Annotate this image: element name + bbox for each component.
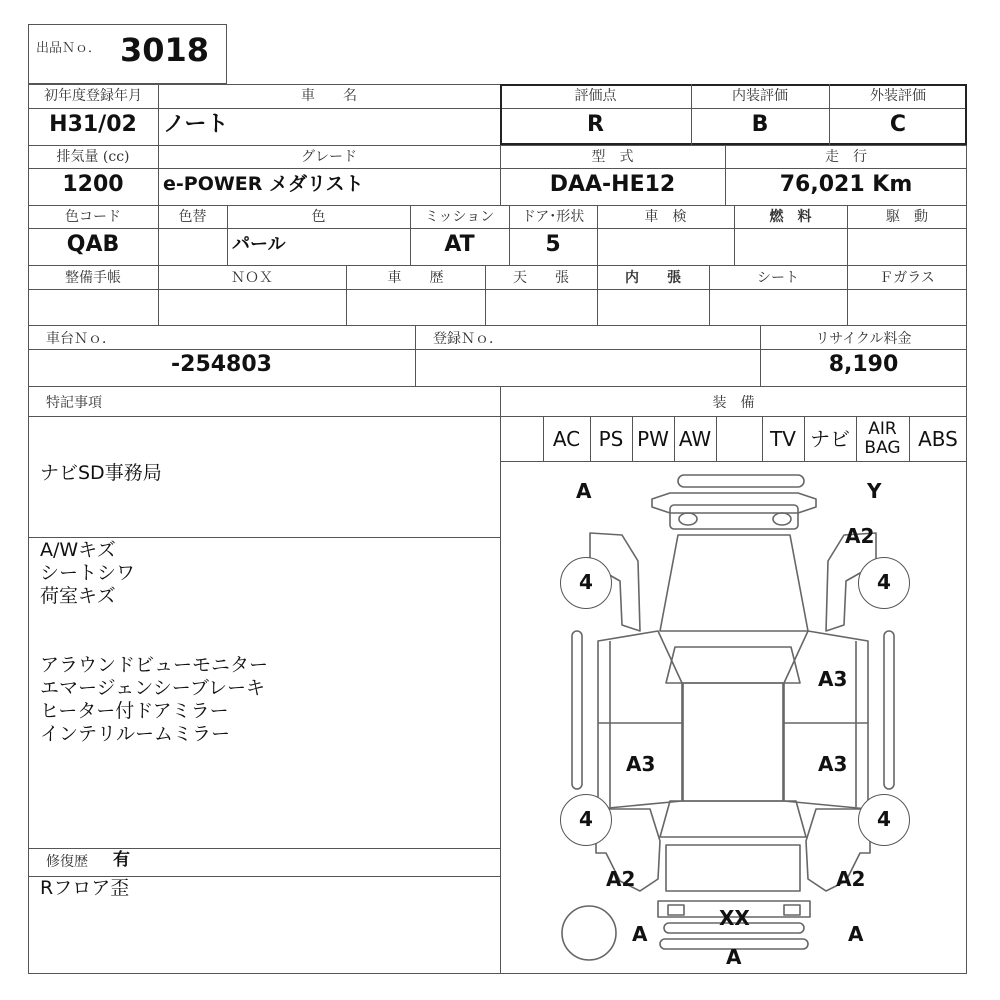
fuel-label: 燃 料: [769, 209, 812, 225]
equip-airbag-line2: BAG: [864, 438, 901, 458]
repair-note: Rフロア歪: [40, 877, 130, 899]
equip-tv: TV: [770, 427, 796, 451]
score-value: R: [587, 112, 604, 137]
mark-front-right: Y: [867, 479, 882, 503]
grade-label: グレード: [301, 149, 357, 165]
mark-right-door-rear: A3: [818, 752, 848, 776]
first-registration-value: H31/02: [49, 112, 137, 137]
color-label: 色: [311, 209, 326, 225]
mark-rear-left: A2: [606, 867, 636, 891]
special-note-top: ナビSD事務局: [40, 462, 162, 484]
equipment-label: 装 備: [712, 395, 755, 411]
equip-abs: ABS: [918, 427, 958, 451]
note-line: 荷室キズ: [40, 585, 116, 607]
mission-label: ミッション: [424, 209, 495, 225]
glass-label: Ｆガラス: [879, 270, 935, 286]
repaint-label: 色替: [178, 209, 207, 225]
equip-airbag-line1: AIR: [868, 419, 897, 439]
model-value: DAA-HE12: [549, 172, 676, 197]
year-label: 初年度登録年月: [44, 88, 142, 104]
note-line: ヒーター付ドアミラー: [40, 700, 229, 722]
mark-right-door-front: A3: [818, 667, 848, 691]
tire-front-left: 4: [560, 557, 612, 609]
equip-aw: AW: [678, 427, 712, 451]
note-line: エマージェンシーブレーキ: [40, 677, 266, 699]
exterior-label: 外装評価: [870, 88, 926, 104]
mark-front-left: A: [576, 479, 592, 503]
mark-rear-bumper-left: A: [632, 922, 648, 946]
door-value: 5: [545, 232, 561, 257]
tire-rear-left: 4: [560, 794, 612, 846]
nox-label: ＮＯＸ: [231, 270, 273, 286]
equip-ps: PS: [598, 427, 624, 451]
exterior-value: C: [889, 112, 907, 137]
interior-value: B: [751, 112, 769, 137]
repair-value: 有: [113, 850, 130, 870]
note-line: A/Wキズ: [40, 539, 116, 561]
drive-label: 駆 動: [886, 209, 928, 225]
interior-label: 内装評価: [732, 88, 788, 104]
chassis-value: -254803: [171, 352, 272, 377]
color-value: パール: [232, 234, 286, 255]
score-label: 評価点: [574, 88, 617, 104]
equip-navi: ナビ: [810, 427, 850, 451]
reg-label: 登録Ｎｏ．: [433, 331, 503, 347]
maint-label: 整備手帳: [65, 270, 121, 286]
car-name-value: ノート: [163, 112, 229, 137]
cc-value: 1200: [62, 172, 124, 197]
inspection-label: 車 検: [644, 209, 687, 225]
mark-rear-right: A2: [836, 867, 866, 891]
sunroof-label: 天 張: [513, 270, 569, 286]
note-line: インテリルームミラー: [40, 723, 231, 745]
repair-label: 修復歴: [46, 854, 88, 870]
mission-value: AT: [444, 232, 475, 257]
color-code-value: QAB: [66, 232, 120, 257]
car-diagram: [500, 461, 967, 974]
cc-label: 排気量 (cc): [56, 149, 130, 165]
tire-rear-right: 4: [858, 794, 910, 846]
door-label: ドア･形状: [521, 209, 585, 225]
tire-front-right: 4: [858, 557, 910, 609]
note-line: アラウンドビューモニター: [40, 654, 269, 676]
equip-pw: PW: [637, 427, 669, 451]
mark-left-door-rear: A3: [626, 752, 656, 776]
mark-rear-bumper-right: A: [848, 922, 864, 946]
equip-ac: AC: [552, 427, 581, 451]
mileage-value: 76,021 Km: [779, 172, 913, 197]
chassis-label: 車台Ｎｏ．: [46, 331, 116, 347]
special-notes-label: 特記事項: [46, 395, 102, 411]
model-label: 型 式: [591, 149, 634, 165]
mileage-label: 走 行: [825, 149, 867, 165]
color-code-label: 色コード: [65, 209, 121, 225]
mark-rear-bumper-bottom: A: [726, 945, 742, 969]
recycle-value: 8,190: [828, 352, 899, 377]
note-line: シートシワ: [40, 562, 136, 584]
seat-label: シート: [757, 270, 799, 286]
recycle-label: リサイクル料金: [815, 331, 912, 347]
mark-right-fender: A2: [845, 524, 875, 548]
mark-bumper-center: XX: [719, 906, 750, 930]
lot-label: 出品Ｎｏ．: [36, 41, 102, 56]
grade-value: e-POWER メダリスト: [163, 173, 364, 195]
car-name-label: 車 名: [301, 88, 357, 104]
history-label: 車 歴: [387, 270, 444, 286]
lot-number: 3018: [120, 31, 210, 69]
lining-label: 内 張: [625, 270, 681, 286]
equip-airbag: [856, 418, 909, 462]
